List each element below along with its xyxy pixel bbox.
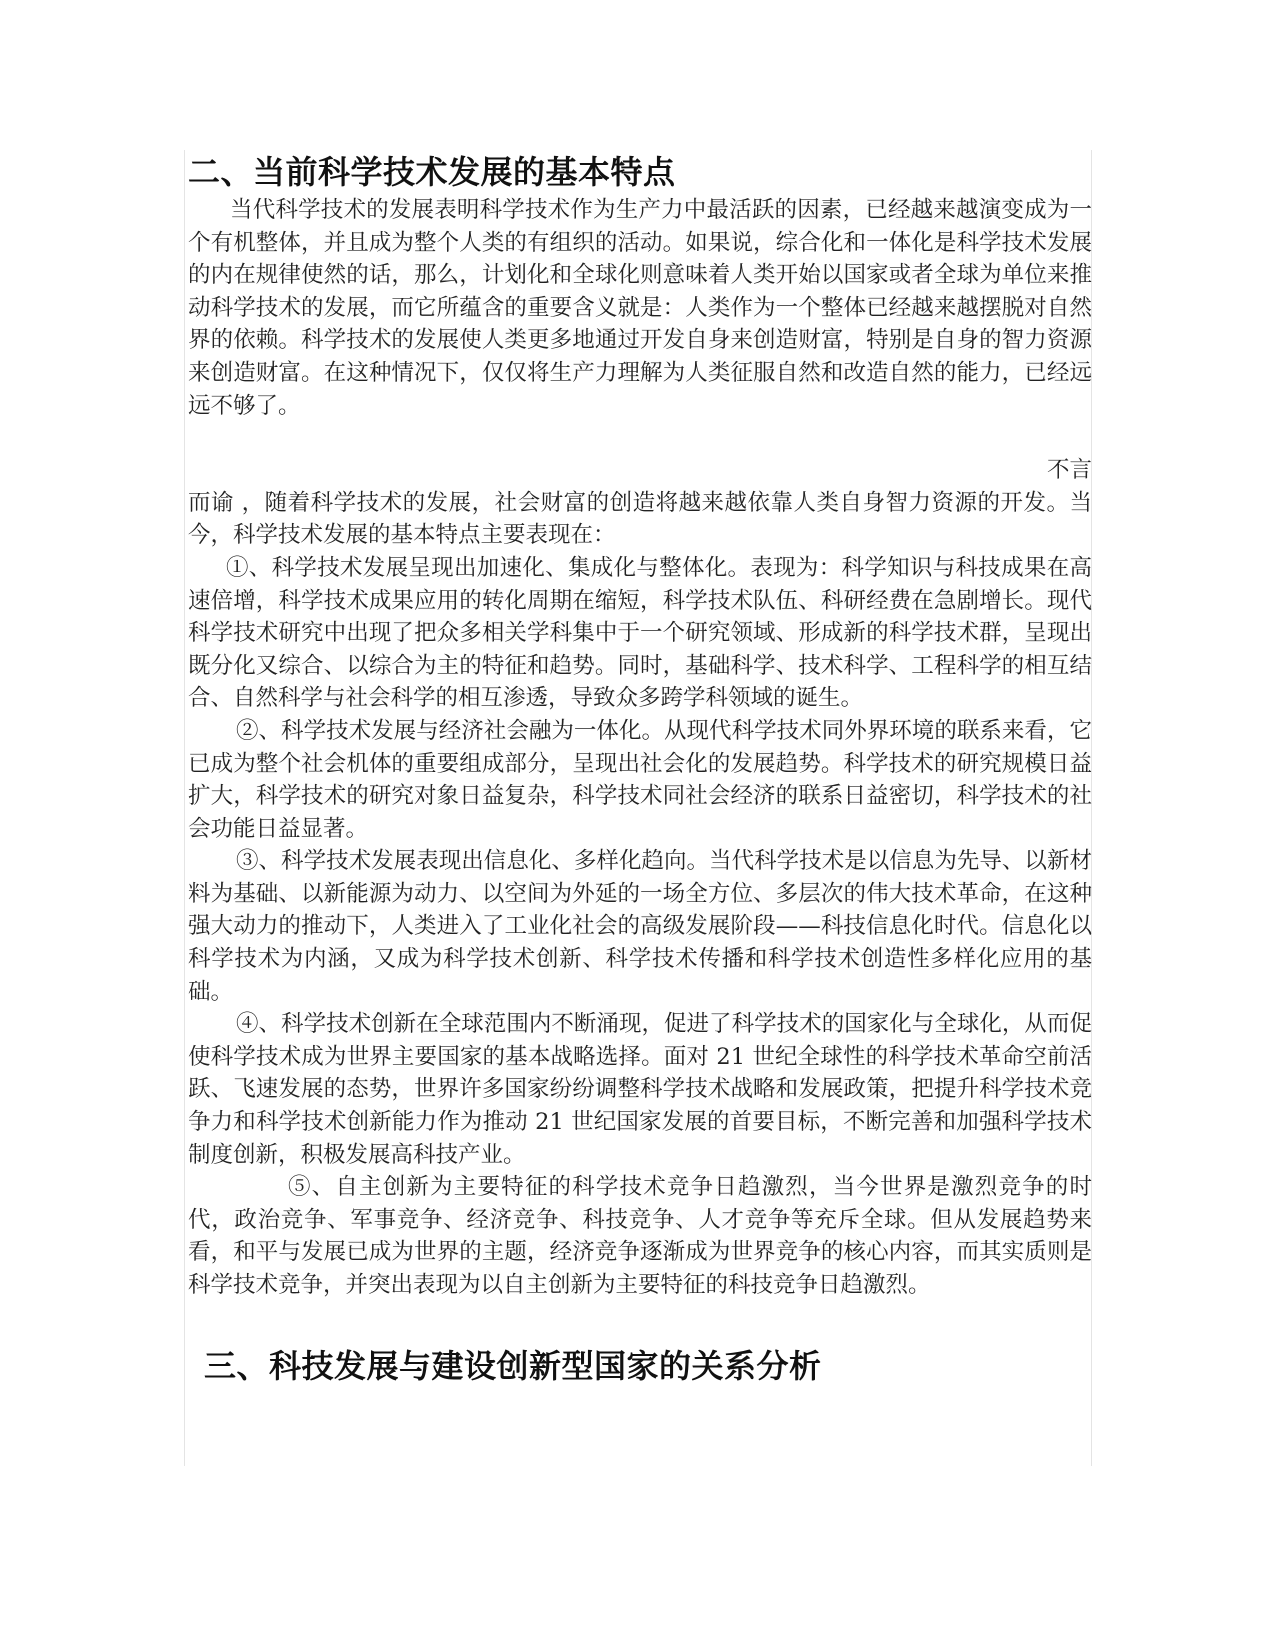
point-1-paragraph: ①、科学技术发展呈现出加速化、集成化与整体化。表现为：科学知识与科技成果在高速倍增，科学技术成果应用的转化周期在缩短，科学技术队伍、科研经费在急剧增长。现代科学技术研究中出现了把众多相关学科集中于一个研究领域、形成新的科学技术群，呈现出既分化又综合、以综合为主的特征和趋势。同时，基础科学、技术科学、工程科学的相互结合、自然科学与社会科学的相互渗透，导致众多跨学科领域的诞生。 [188,554,1092,712]
document-body [188,150,1092,1390]
blank-line [188,422,1092,454]
continuation-paragraph: 而谕 ，随着科学技术的发展，社会财富的创造将越来越依靠人类自身智力资源的开发。当今，科学技术发展的基本特点主要表现在： [188,489,1092,549]
point-3-paragraph: ③、科学技术发展表现出信息化、多样化趋向。当代科学技术是以信息为先导、以新材料为基础、以新能源为动力、以空间为外延的一场全方位、多层次的伟大技术革命，在这种强大动力的推动下，人类进入了工业化社会的高级发展阶段——科技信息化时代。信息化以科学技术为内涵，又成为科学技术创新、科学技术传播和科学技术创造性多样化应用的基础。 [188,848,1092,1005]
section-2-heading: 二、当前科学技术发展的基本特点 [188,153,676,191]
section-gap [188,1302,1092,1342]
right-aligned-fragment: 不言 [1046,457,1092,484]
section-3-heading: 三、科技发展与建设创新型国家的关系分析 [204,1346,822,1385]
point-2-paragraph: ②、科学技术发展与经济社会融为一体化。从现代科学技术同外界环境的联系来看，它已成为整个社会机体的重要组成部分，呈现出社会化的发展趋势。科学技术的研究规模日益扩大，科学技术的研究对象日益复杂，科学技术同社会经济的联系日益密切，科学技术的社会功能日益显著。 [188,717,1092,842]
point-5-paragraph: ⑤、自主创新为主要特征的科学技术竞争日趋激烈，当今世界是激烈竞争的时代，政治竞争、军事竞争、经济竞争、科技竞争、人才竞争等充斥全球。但从发展趋势来看，和平与发展已成为世界的主题，经济竞争逐渐成为世界竞争的核心内容，而其实质则是科学技术竞争，并突出表现为以自主创新为主要特征的科技竞争日趋激烈。 [188,1174,1092,1298]
point-4-paragraph: ④、科学技术创新在全球范围内不断涌现，促进了科学技术的国家化与全球化，从而促使科学技术成为世界主要国家的基本战略选择。面对 21 世纪全球性的科学技术革命空前活跃、飞速发展的态势，世界许多国家纷纷调整科学技术战略和发展政策，把提升科学技术竞争力和科学技术创新能力作为推动 21 世纪国家发展的首要目标，不断完善和加强科学技术制度创新，积极发展高科技产业。 [188,1011,1092,1168]
intro-paragraph: 当代科学技术的发展表明科学技术作为生产力中最活跃的因素，已经越来越演变成为一个有机整体，并且成为整个人类的有组织的活动。如果说，综合化和一体化是科学技术发展的内在规律使然的话，那么，计划化和全球化则意味着人类开始以国家或者全球为单位来推动科学技术的发展，而它所蕴含的重要含义就是：人类作为一个整体已经越来越摆脱对自然界的依赖。科学技术的发展使人类更多地通过开发自身来创造财富，特别是自身的智力资源来创造财富。在这种情况下，仅仅将生产力理解为人类征服自然和改造自然的能力，已经远远不够了。 [188,197,1092,419]
